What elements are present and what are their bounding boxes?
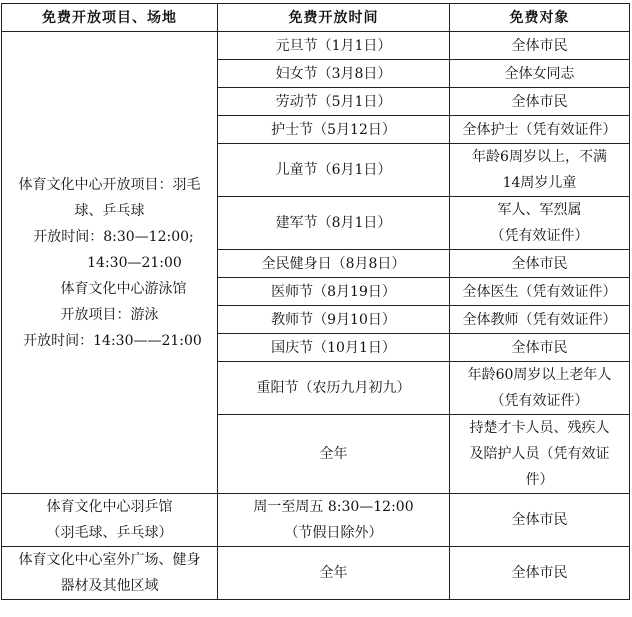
venue-line: 体育文化中心羽乒馆 <box>46 499 173 515</box>
target-line: 持楚才卡人员、残疾人 <box>469 420 610 436</box>
time-cell <box>218 494 450 547</box>
open-schedule-table <box>1 3 630 600</box>
holiday-target: 全体女同志 <box>450 60 630 88</box>
table-row <box>2 32 630 60</box>
header-venue: 免费开放项目、场地 <box>2 4 218 32</box>
holiday-target: 全体市民 <box>450 32 630 60</box>
holiday-target: 全体护士（凭有效证件） <box>450 116 630 144</box>
holiday-target <box>450 362 630 415</box>
holiday-target: 全体教师（凭有效证件） <box>450 306 630 334</box>
header-time: 免费开放时间 <box>218 4 450 32</box>
target-line: 年龄6周岁以上，不满 <box>472 149 607 165</box>
target-line: 军人、军烈属 <box>497 202 582 218</box>
target-line: 及陪护人员（凭有效证 <box>469 446 610 462</box>
holiday-time: 国庆节（10月1日） <box>218 334 450 362</box>
holiday-time: 儿童节（6月1日） <box>218 144 450 197</box>
target-line: 件） <box>525 472 554 488</box>
target-line: （凭有效证件） <box>490 393 589 409</box>
target-cell: 全体市民 <box>450 547 630 600</box>
target-line: （凭有效证件） <box>490 228 589 244</box>
holiday-time: 劳动节（5月1日） <box>218 88 450 116</box>
target-line: 年龄60周岁以上老年人 <box>467 367 612 383</box>
time-line: 周一至周五 8:30—12:00 <box>253 499 414 515</box>
venue-cell <box>2 494 218 547</box>
venue-line: 14:30—21:00 <box>87 254 182 271</box>
holiday-time: 护士节（5月12日） <box>218 116 450 144</box>
table-row <box>2 547 630 600</box>
holiday-time: 妇女节（3月8日） <box>218 60 450 88</box>
holiday-time: 全民健身日（8月8日） <box>218 250 450 278</box>
holiday-time: 医师节（8月19日） <box>218 278 450 306</box>
time-line: （节假日除外） <box>284 525 383 541</box>
venue-line: 体育文化中心室外广场、健身 <box>18 552 201 568</box>
holiday-target <box>450 415 630 494</box>
holiday-target <box>450 197 630 250</box>
time-cell: 全年 <box>218 547 450 600</box>
venue-line: （羽毛球、乒乓球） <box>46 525 173 541</box>
holiday-time: 教师节（9月10日） <box>218 306 450 334</box>
holiday-time: 建军节（8月1日） <box>218 197 450 250</box>
target-line: 14周岁儿童 <box>502 175 577 191</box>
target-cell: 全体市民 <box>450 494 630 547</box>
holiday-time: 全年 <box>218 415 450 494</box>
venue-line: 开放项目：游泳 <box>60 306 159 323</box>
venue-line: 体育文化中心游泳馆 <box>60 280 187 297</box>
holiday-target: 全体医生（凭有效证件） <box>450 278 630 306</box>
holiday-target: 全体市民 <box>450 334 630 362</box>
table-row <box>2 494 630 547</box>
venue-main-cell <box>2 32 218 494</box>
venue-line: 开放时间：14:30——21:00 <box>23 332 202 349</box>
venue-line: 开放时间：8:30—12:00; <box>33 228 194 245</box>
venue-line: 器材及其他区域 <box>60 578 159 594</box>
holiday-time: 元旦节（1月1日） <box>218 32 450 60</box>
venue-line: 体育文化中心开放项目：羽毛 <box>18 176 201 193</box>
venue-line: 球、乒乓球 <box>74 202 145 219</box>
holiday-time: 重阳节（农历九月初九） <box>218 362 450 415</box>
venue-cell <box>2 547 218 600</box>
holiday-target <box>450 144 630 197</box>
header-row <box>2 4 630 32</box>
holiday-target: 全体市民 <box>450 250 630 278</box>
holiday-target: 全体市民 <box>450 88 630 116</box>
header-target: 免费对象 <box>450 4 630 32</box>
